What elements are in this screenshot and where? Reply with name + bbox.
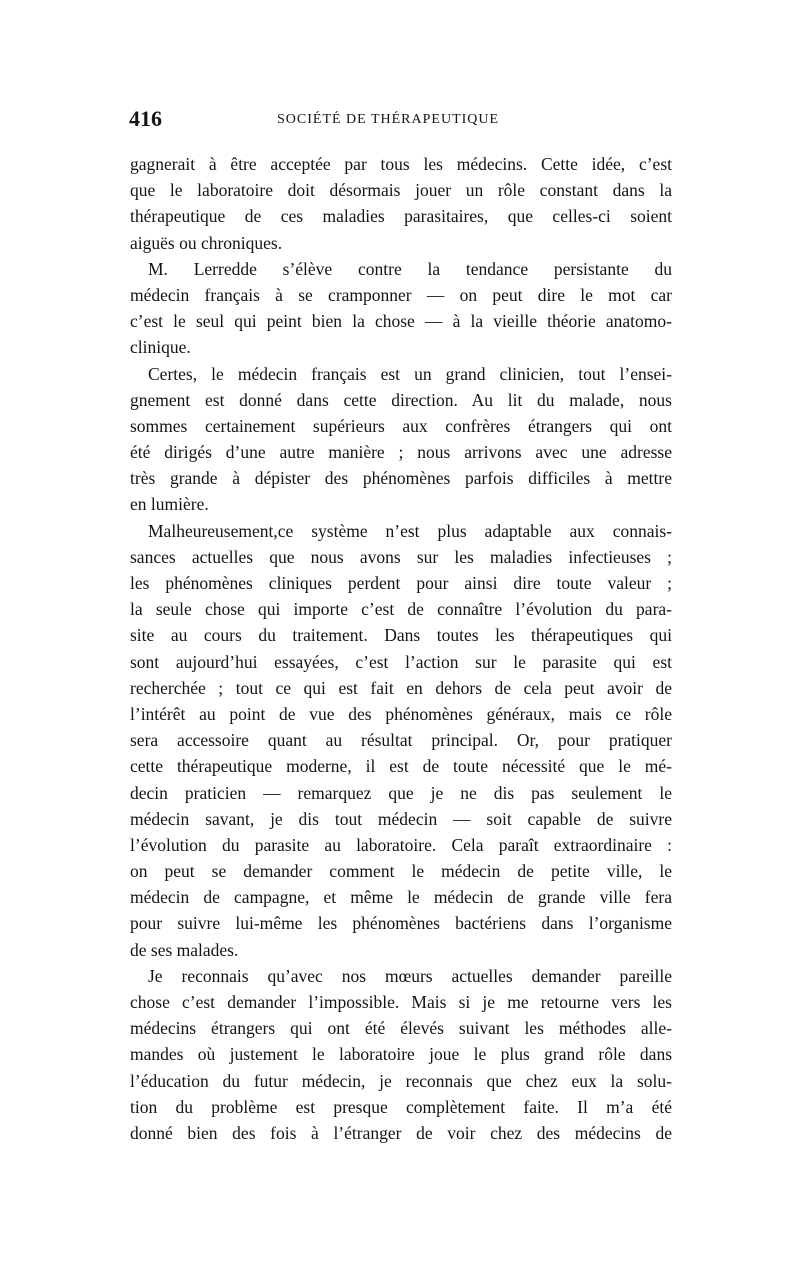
page-number: 416: [129, 106, 162, 131]
text-line: recherchée ; tout ce qui est fait en dehors de cela peut avoir de: [130, 677, 672, 698]
text-line: l’intérêt au point de vue des phénomènes généraux, mais ce rôle: [130, 703, 672, 724]
text-line: aiguës ou chroniques.: [130, 232, 283, 253]
text-line: decin praticien — remarquez que je ne dis pas seulement le: [130, 782, 672, 803]
text-line: en lumière.: [130, 494, 209, 515]
text-line: médecin savant, je dis tout médecin — soit capable de suivre: [130, 808, 672, 829]
text-line: de ses malades.: [130, 939, 239, 960]
text-line: que le laboratoire doit désormais jouer un rôle constant dans la: [130, 180, 672, 201]
text-line: on peut se demander comment le médecin de petite ville, le: [130, 861, 672, 882]
text-line: très grande à dépister des phénomènes parfois difficiles à mettre: [130, 468, 672, 489]
text-line: gagnerait à être acceptée par tous les médecins. Cette idée, c’est: [130, 154, 672, 174]
text-line: l’évolution du parasite au laboratoire. Cela paraît extraordinaire :: [130, 834, 672, 855]
text-line: sont aujourd’hui essayées, c’est l’action sur le parasite qui est: [130, 651, 672, 672]
text-line: la seule chose qui importe c’est de connaître l’évolution du para-: [130, 599, 672, 620]
text-line: Malheureusement,ce système n’est plus adaptable aux connais-: [148, 520, 672, 541]
text-line: les phénomènes cliniques perdent pour ainsi dire toute valeur ;: [130, 573, 672, 593]
text-line: pour suivre lui-même les phénomènes bactériens dans l’organisme: [130, 913, 672, 934]
text-line: c’est le seul qui peint bien la chose — à la vieille théorie anatomo-: [130, 311, 672, 332]
text-line: médecin français à se cramponner — on peut dire le mot car: [130, 284, 672, 305]
text-line: l’éducation du futur médecin, je reconnais que chez eux la solu-: [130, 1070, 672, 1091]
text-line: chose c’est demander l’impossible. Mais si je me retourne vers les: [130, 992, 672, 1012]
text-line: site au cours du traitement. Dans toutes les thérapeutiques qui: [130, 625, 672, 646]
text-line: tion du problème est presque complètement faite. Il m’a été: [130, 1096, 672, 1117]
running-head: [129, 104, 671, 134]
text-line: gnement est donné dans cette direction. Au lit du malade, nous: [130, 389, 672, 410]
text-line: Je reconnais qu’avec nos mœurs actuelles demander pareille: [148, 965, 672, 986]
running-title: SOCIÉTÉ DE THÉRAPEUTIQUE: [277, 112, 500, 127]
text-line: thérapeutique de ces maladies parasitaires, que celles-ci soient: [130, 206, 672, 227]
body-text: [130, 151, 672, 1146]
text-line: cette thérapeutique moderne, il est de toute nécessité que le mé-: [130, 756, 672, 777]
text-line: mandes où justement le laboratoire joue le plus grand rôle dans: [130, 1044, 672, 1065]
text-line: sances actuelles que nous avons sur les maladies infectieuses ;: [130, 546, 672, 567]
text-line: médecins étrangers qui ont été élevés suivant les méthodes alle-: [130, 1018, 672, 1039]
text-line: été dirigés d’une autre manière ; nous arrivons avec une adresse: [130, 442, 672, 463]
text-line: médecin de campagne, et même le médecin de grande ville fera: [130, 887, 672, 908]
text-line: donné bien des fois à l’étranger de voir chez des médecins de: [130, 1122, 672, 1143]
text-line: sommes certainement supérieurs aux confrères étrangers qui ont: [130, 415, 672, 436]
text-line: Certes, le médecin français est un grand clinicien, tout l’ensei-: [148, 363, 672, 384]
text-line: clinique.: [130, 337, 191, 358]
text-line: sera accessoire quant au résultat principal. Or, pour pratiquer: [130, 730, 672, 751]
text-line: M. Lerredde s’élève contre la tendance persistante du: [148, 258, 672, 279]
